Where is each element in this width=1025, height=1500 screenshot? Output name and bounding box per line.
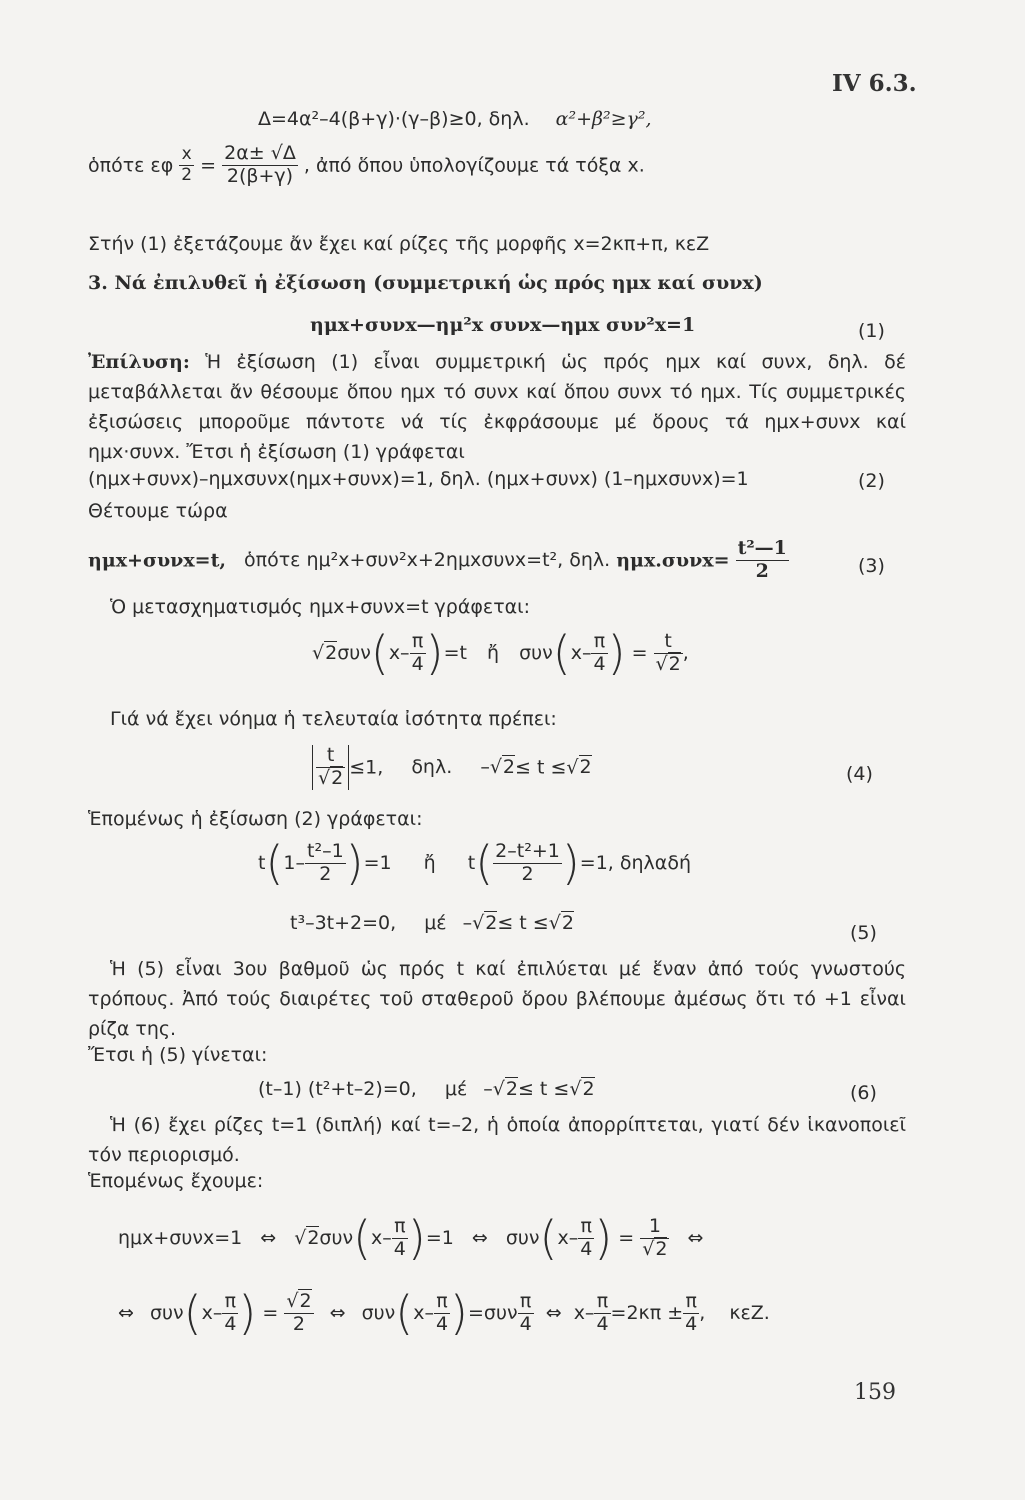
- cubic-equation: t³–3t+2=0, μέ –√2≤ t ≤√2: [290, 912, 574, 934]
- condition-line: Γιά νά ἔχει νόημα ἡ τελευταία ἰσότητα πρέπει:: [110, 708, 557, 730]
- inequality: $\frac{t}{√2}$ ≤1, δηλ. –√2≤ t ≤√2: [312, 745, 592, 790]
- tangent-suffix: , ἀπό ὅπου ὑπολογίζουμε τά τόξα x.: [303, 154, 645, 177]
- equation-5-number: (5): [850, 922, 877, 944]
- therefore-line-1: Ἑπομένως ἡ ἐξίσωση (2) γράφεται:: [88, 808, 423, 830]
- equation-4-number: (4): [846, 763, 873, 785]
- sqrt-2: √2: [312, 642, 338, 664]
- fraction-t2-minus-1-over-2: $\frac{\text{t²–1}}{2}$: [307, 839, 344, 885]
- numerator: 2α± √Δ: [224, 142, 296, 164]
- fraction-2-minus-t2-plus-1-over-2: $\frac{\text{2–t²+1}}{2}$: [495, 839, 560, 885]
- delta-formula-text: Δ=4α²–4(β+γ)·(γ–β)≥0, δηλ.: [258, 108, 530, 130]
- solution-label: Ἐπίλυση:: [88, 351, 190, 373]
- tangent-prefix: ὁπότε εφ: [88, 154, 174, 177]
- equation-6: (t–1) (t²+t–2)=0, μέ –√2≤ t ≤√2: [258, 1078, 595, 1100]
- check-roots-line: Στήν (1) ἐξετάζουμε ἄν ἔχει καί ρίζες τῆς μορφῆς x=2κπ+π, κεZ: [88, 233, 710, 255]
- fraction-x-over-2: [179, 145, 194, 185]
- fraction-pi-over-4: $\frac{\pi}{4}$: [411, 629, 424, 675]
- equation-1-number: (1): [858, 320, 885, 342]
- cosine-equation: √2συν(x– $\frac{\pi}{4}$ )=t ἤ συν(x– $\frac{\pi}{4}$ ) = $\frac{t}{√2}$ ,: [312, 626, 689, 680]
- tangent-formula: ὁπότε εφ $\frac{x}{2}$ = $\frac{2\alpha\pm √\Delta}{2(\beta+\gamma)}$ , ἀπό ὅπου ὑπολογίζουμε τά τόξα x.: [88, 142, 645, 187]
- numerator: t²—1: [737, 537, 787, 559]
- page-number: 159: [854, 1380, 896, 1405]
- denominator: 2: [181, 164, 193, 185]
- solution-paragraph: [88, 347, 906, 467]
- absolute-value: $\frac{t}{√2}$: [312, 745, 349, 790]
- polynomial-equation: t(1– $\frac{\text{t²–1}}{2}$ )=1 ἤ t( $\frac{\text{2–t²+1}}{2}$ )=1, δηλαδή: [258, 836, 691, 890]
- equation-6-number: (6): [850, 1082, 877, 1104]
- set-now-line: Θέτουμε τώρα: [88, 500, 228, 522]
- delta-formula-b: α²+β²≥γ²,: [555, 108, 652, 130]
- fraction-t2-minus-1: [736, 538, 789, 583]
- cos-label: συν: [337, 642, 371, 664]
- equation-3-number: (3): [858, 555, 885, 577]
- equation-3: [88, 538, 789, 583]
- numerator: x: [179, 145, 194, 166]
- substitution: ημx+συνx=t,: [88, 549, 226, 572]
- substitution-consequence: ὁπότε ημ²x+συν²x+2ημxσυνx=t², δηλ.: [244, 549, 611, 572]
- therefore-line-2: Ἑπομένως ἔχουμε:: [88, 1170, 264, 1192]
- fraction-tangent: [222, 143, 298, 188]
- final-equivalence-2: ⇔ συν(x– $\frac{\pi}{4}$ ) = $\frac{√2}{2}$ ⇔ συν(x– $\frac{\pi}{4}$ )=συν $\frac{\pi}{4}$ ⇔ x– $\frac{\pi}{4}$ =2κπ ± $\frac{\pi}{4}$ , κεZ.: [118, 1286, 770, 1340]
- equation-1: ημx+συνx—ημ²x συνx—ημx συν²x=1: [310, 314, 696, 336]
- delta-formula: [258, 108, 652, 130]
- fraction-t-over-sqrt2: $\frac{t}{√2}$: [655, 629, 681, 675]
- denominator: 2: [755, 559, 769, 582]
- thus-line: Ἔτσι ἡ (5) γίνεται:: [88, 1044, 268, 1066]
- transformation-line: Ὁ μετασχηματισμός ημx+συνx=t γράφεται:: [110, 596, 530, 618]
- equation-2: (ημx+συνx)–ημxσυνx(ημx+συνx)=1, δηλ. (ημx+συνx) (1–ημxσυνx)=1: [88, 468, 749, 490]
- fraction-pi-over-4: $\frac{\pi}{4}$: [593, 629, 606, 675]
- page-header: IV 6.3.: [832, 70, 917, 97]
- paragraph-6: Ἡ (6) ἔχει ρίζες t=1 (διπλή) καί t=–2, ἡ ὁποία ἀπορρίπτεται, γιατί δέν ἱκανοποιεῖ τόν περιορισμό.: [88, 1114, 906, 1166]
- solution-text: Ἡ ἐξίσωση (1) εἶναι συμμετρική ὡς πρός ημx καί συνx, δηλ. δέ μεταβάλλεται ἄν θέσουμε ὅπου ημx τό συνx καί ὅπου συνx τό ημx. Τίς συμμετρικές ἐξισώσεις μποροῦμε πάντοτε νά τίς ἐκφράσουμε μέ ὅρους τά ημx+συνx καί ημx·συνx. Ἔτσι ἡ ἐξίσωση (1) γράφεται: [88, 351, 906, 463]
- equation-2-number: (2): [858, 470, 885, 492]
- denominator: 2(β+γ): [226, 164, 294, 187]
- problem-3-title: 3. Νά ἐπιλυθεῖ ἡ ἐξίσωση (συμμετρική ὡς πρός ημx καί συνx): [88, 272, 763, 294]
- final-equivalence-1: ημx+συνx=1 ⇔ √2συν(x– $\frac{\pi}{4}$ )=1 ⇔ συν(x– $\frac{\pi}{4}$ ) = $\frac{1}{√2}$ ⇔: [118, 1211, 704, 1265]
- product-expression: ημx.συνx=: [616, 549, 730, 572]
- paragraph-5: Ἡ (5) εἶναι 3ου βαθμοῦ ὡς πρός t καί ἐπιλύεται μέ ἕναν ἀπό τούς γνωστούς τρόπους. Ἀπό τούς διαιρέτες τοῦ σταθεροῦ ὅρου βλέπουμε ἀμέσως ὅτι τό +1 εἶναι ρίζα της.: [88, 958, 906, 1040]
